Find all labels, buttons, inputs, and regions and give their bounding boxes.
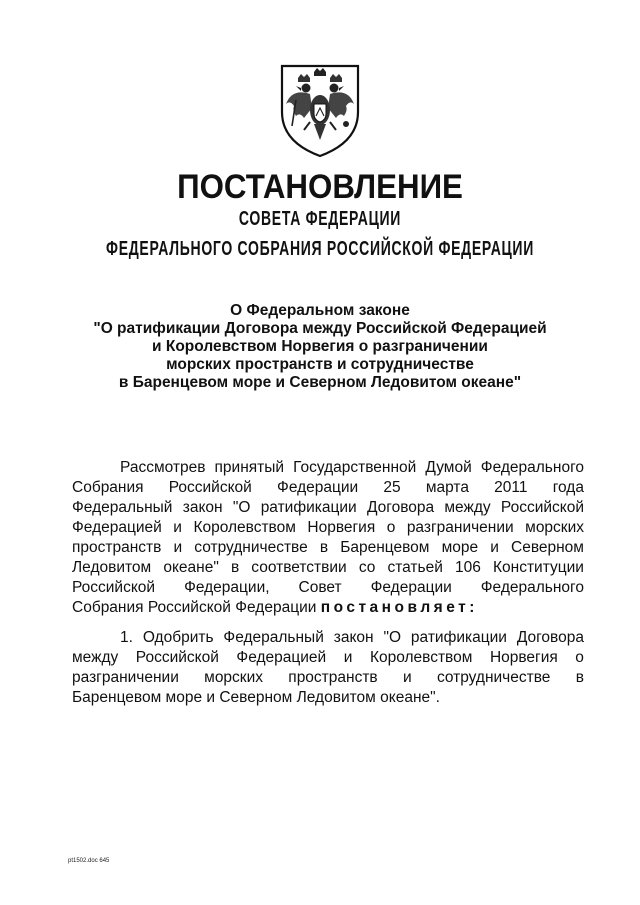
text-line: [72, 458, 584, 478]
word: закон: [182, 499, 223, 516]
word: Королевством: [369, 649, 473, 666]
word: Государственной: [293, 459, 417, 476]
word: и: [402, 669, 412, 686]
word: Совет: [298, 579, 342, 596]
word: статьей: [387, 559, 443, 576]
word: "О: [232, 499, 251, 516]
word: сотрудничестве: [436, 669, 551, 686]
word: 106: [455, 559, 481, 576]
heading-line: О Федеральном законе: [230, 302, 410, 319]
word: Федерального: [480, 459, 584, 476]
word: Договора: [366, 499, 435, 516]
word: между: [444, 499, 491, 516]
word: Рассмотрев: [120, 459, 206, 476]
word: Северном: [511, 539, 584, 556]
word: принятый: [214, 459, 285, 476]
word: Федерацией: [236, 649, 327, 666]
text-line: [72, 478, 584, 498]
word: в: [319, 539, 329, 556]
word: разграничении: [406, 519, 514, 536]
word: года: [552, 479, 584, 496]
word: марта: [425, 479, 469, 496]
heading-line: и Королевством Норвегия о разграничении: [152, 338, 488, 355]
word: Федерацией: [72, 519, 162, 536]
word: в: [230, 559, 240, 576]
word: в: [575, 669, 584, 686]
word: море: [441, 539, 479, 556]
word: ратификации: [260, 499, 357, 516]
text-line: [72, 598, 584, 618]
paragraph-preamble: [72, 458, 584, 618]
word: Норвегия: [307, 519, 376, 536]
paragraph-item-1: [72, 628, 584, 708]
word: Российской: [500, 499, 584, 516]
text-line: [72, 578, 584, 598]
text-line: [72, 558, 584, 578]
word: и: [173, 519, 182, 536]
word: между: [72, 649, 119, 666]
word: Одобрить: [142, 629, 214, 646]
coat-of-arms-icon: [270, 60, 370, 160]
word: Российской: [168, 479, 252, 496]
word: соответствии: [251, 559, 347, 576]
word: Конституции: [492, 559, 584, 576]
word: сотрудничестве: [194, 539, 308, 556]
word: пространств: [72, 539, 162, 556]
word: разграничении: [72, 669, 179, 686]
word: Федерального: [480, 579, 584, 596]
word: о: [386, 519, 396, 536]
text-line: [72, 648, 584, 668]
word: со: [358, 559, 376, 576]
document-code: pt1502.doc 645: [68, 858, 110, 864]
word: и: [173, 539, 183, 556]
text-line: [72, 538, 584, 558]
word: Договора: [516, 629, 584, 646]
text-line: [72, 668, 584, 688]
word: Собрания: [72, 479, 144, 496]
heading-line: в Баренцевом море и Северном Ледовитом океане": [118, 374, 522, 391]
word: Федерации: [370, 579, 452, 596]
word: Баренцевом: [340, 539, 430, 556]
heading-line: "О ратификации Договора между Российской Федерацией: [93, 320, 547, 337]
word: Ледовитом: [72, 559, 152, 576]
text-line: Баренцевом море и Северном Ледовитом океане".: [72, 689, 440, 706]
word: Королевством: [193, 519, 296, 536]
text-segment: Собрания Российской Федерации: [72, 599, 317, 616]
word: Федеральный: [72, 499, 173, 516]
document-title: ПОСТАНОВЛЕНИЕ: [177, 168, 463, 206]
text-line: [72, 498, 584, 518]
document-subtitle-council: СОВЕТА ФЕДЕРАЦИИ: [238, 208, 402, 230]
resolution-heading: [60, 302, 580, 392]
text-line: [72, 628, 584, 648]
word: Российской: [72, 579, 156, 596]
word: Федеральный: [223, 629, 324, 646]
word: Думой: [425, 459, 472, 476]
word: 25: [383, 479, 401, 496]
word: Российской: [135, 649, 219, 666]
word: закон: [333, 629, 374, 646]
text-line: [72, 518, 584, 538]
word: и: [490, 539, 499, 556]
resolves-keyword: постановляет:: [320, 599, 478, 616]
word: морских: [525, 519, 584, 536]
word: 2011: [494, 479, 528, 496]
word: и: [343, 649, 353, 666]
word: "О: [383, 629, 402, 646]
document-subtitle-assembly: ФЕДЕРАЛЬНОГО СОБРАНИЯ РОССИЙСКОЙ ФЕДЕРАЦИИ: [106, 238, 534, 260]
word: 1.: [120, 629, 133, 646]
word: ратификации: [410, 629, 507, 646]
word: морских: [204, 669, 263, 686]
word: Федерации: [277, 479, 359, 496]
word: Норвегия: [489, 649, 558, 666]
word: о: [575, 649, 584, 666]
word: океане": [163, 559, 219, 576]
heading-line: морских пространств и сотрудничестве: [166, 356, 474, 373]
word: Федерации,: [184, 579, 270, 596]
word: пространств: [288, 669, 378, 686]
